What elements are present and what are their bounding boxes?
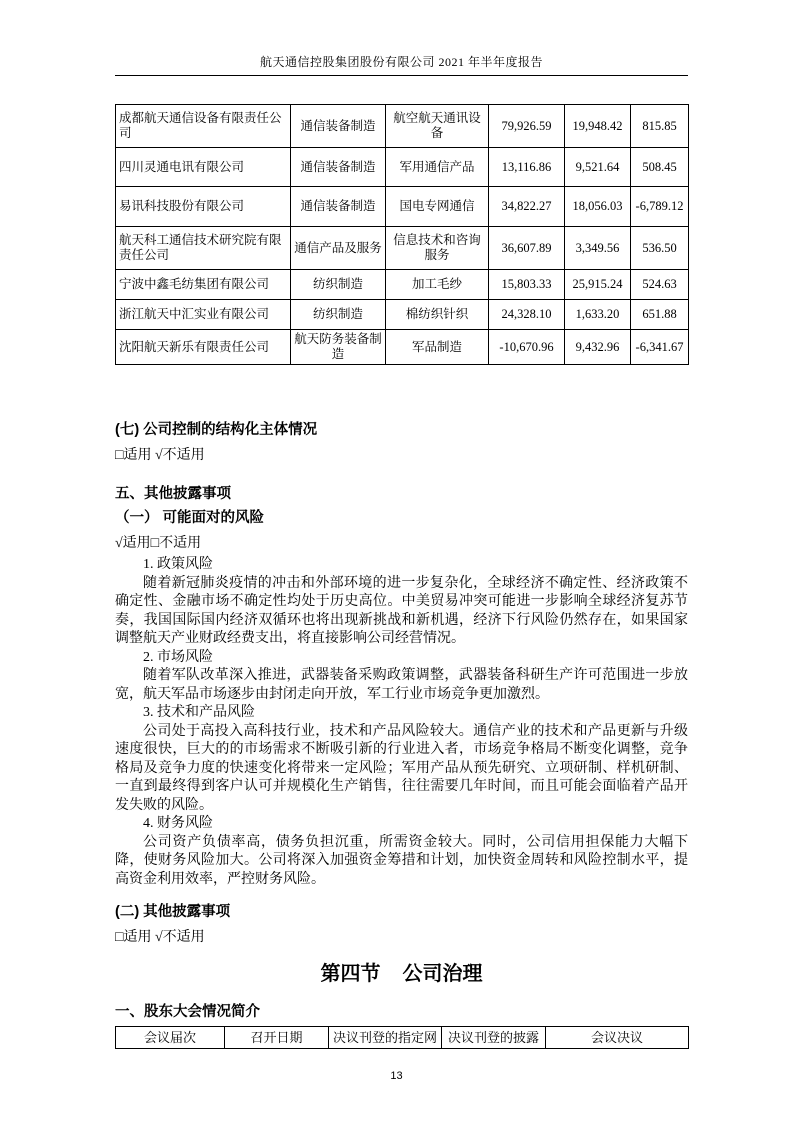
risk-item-body: 公司资产负债率高，债务负担沉重，所需资金较大。同时，公司信用担保能力大幅下降，使财务风险加大。公司将深入加强资金筹措和计划，加快资金周转和风险控制水平，提高资金利用效率，严控财务风险。 bbox=[115, 834, 688, 887]
table-row bbox=[116, 270, 689, 300]
cell-industry: 航天防务装备制造 bbox=[291, 330, 386, 365]
risk-item-body: 随着军队改革深入推进，武器装备采购政策调整，武器装备科研生产许可范围进一步放宽，航天军品市场逐步由封闭走向开放，军工行业市场竞争更加激烈。 bbox=[115, 668, 688, 702]
table-row bbox=[116, 105, 689, 148]
risk-item-body: 公司处于高投入高科技行业，技术和产品风险较大。通信产业的技术和产品更新与升级速度很快，巨大的的市场需求不断吸引新的行业进入者，市场竞争格局不断变化调整，竞争格局及竞争力度的快速变化将带来一定风险；军用产品从预先研究、立项研制、样机研制、一直到最终得到客户认可并规模化生产销售，往往需要几年时间，而且可能会面临着产品开发失败的风险。 bbox=[115, 723, 688, 813]
risk-item-title: 3. 技术和产品风险 bbox=[143, 705, 255, 720]
chapter-title bbox=[115, 959, 688, 989]
cell-products: 航空航天通讯设备 bbox=[386, 105, 489, 148]
cell-industry: 纺织制造 bbox=[291, 270, 386, 300]
cell-num3: 508.45 bbox=[631, 148, 689, 187]
cell-num1: -10,670.96 bbox=[489, 330, 565, 365]
section-heading-structured-entities: (七) 公司控制的结构化主体情况 bbox=[115, 422, 318, 438]
cell-products: 棉纺织针织 bbox=[386, 300, 489, 330]
table-row bbox=[116, 227, 689, 270]
cell-company: 宁波中鑫毛纺集团有限公司 bbox=[116, 270, 291, 300]
applicability-line: □适用 √不适用 bbox=[115, 448, 205, 463]
cell-industry: 通信装备制造 bbox=[291, 148, 386, 187]
cell-num3: 815.85 bbox=[631, 105, 689, 148]
cell-num1: 34,822.27 bbox=[489, 187, 565, 227]
cell-num2: 18,056.03 bbox=[565, 187, 631, 227]
table-header-row bbox=[116, 1027, 689, 1049]
cell-products: 军品制造 bbox=[386, 330, 489, 365]
risk-item-title: 4. 财务风险 bbox=[143, 816, 213, 831]
cell-num1: 13,116.86 bbox=[489, 148, 565, 187]
shareholder-meeting-table bbox=[115, 1026, 689, 1049]
cell-products: 军用通信产品 bbox=[386, 148, 489, 187]
section-heading-shareholder-meeting: 一、股东大会情况简介 bbox=[115, 1004, 260, 1020]
cell-company: 四川灵通电讯有限公司 bbox=[116, 148, 291, 187]
cell-company: 浙江航天中汇实业有限公司 bbox=[116, 300, 291, 330]
cell-products: 国电专网通信 bbox=[386, 187, 489, 227]
cell-num1: 79,926.59 bbox=[489, 105, 565, 148]
table-row bbox=[116, 187, 689, 227]
cell-company: 易讯科技股份有限公司 bbox=[116, 187, 291, 227]
cell-company: 航天科工通信技术研究院有限责任公司 bbox=[116, 227, 291, 270]
cell-num1: 24,328.10 bbox=[489, 300, 565, 330]
cell-num3: 536.50 bbox=[631, 227, 689, 270]
header-cell: 召开日期 bbox=[225, 1027, 329, 1049]
cell-num1: 15,803.33 bbox=[489, 270, 565, 300]
risk-item-body: 随着新冠肺炎疫情的冲击和外部环境的进一步复杂化，全球经济不确定性、经济政策不确定性、金融市场不确定性均处于历史高位。中美贸易冲突可能进一步影响全球经济复苏节奏，我国国际国内经济双循环也将出现新挑战和新机遇，经济下行风险仍然存在，如果国家调整航天产业财政经费支出，将直接影响公司经营情况。 bbox=[115, 575, 688, 646]
cell-products: 信息技术和咨询服务 bbox=[386, 227, 489, 270]
risk-item-title: 2. 市场风险 bbox=[143, 649, 213, 665]
cell-industry: 纺织制造 bbox=[291, 300, 386, 330]
chapter-number: 第四节 bbox=[320, 963, 381, 985]
table-row bbox=[116, 148, 689, 187]
cell-num3: -6,341.67 bbox=[631, 330, 689, 365]
risk-item-title: 1. 政策风险 bbox=[143, 557, 213, 572]
section-heading-other-items: (二) 其他披露事项 bbox=[115, 904, 231, 920]
header-cell: 决议刊登的指定网 bbox=[329, 1027, 442, 1049]
cell-num3: 651.88 bbox=[631, 300, 689, 330]
table-row bbox=[116, 300, 689, 330]
cell-num2: 19,948.42 bbox=[565, 105, 631, 148]
cell-company: 沈阳航天新乐有限责任公司 bbox=[116, 330, 291, 365]
cell-num2: 25,915.24 bbox=[565, 270, 631, 300]
table-row bbox=[116, 330, 689, 365]
cell-num2: 1,633.20 bbox=[565, 300, 631, 330]
subsidiaries-table bbox=[115, 104, 689, 365]
header-cell: 会议届次 bbox=[116, 1027, 225, 1049]
page-number: 13 bbox=[390, 1070, 403, 1082]
cell-num3: 524.63 bbox=[631, 270, 689, 300]
cell-num1: 36,607.89 bbox=[489, 227, 565, 270]
risk-paragraphs bbox=[115, 556, 688, 889]
header-cell: 会议决议 bbox=[546, 1027, 689, 1049]
cell-num2: 9,432.96 bbox=[565, 330, 631, 365]
cell-products: 加工毛纱 bbox=[386, 270, 489, 300]
content-column bbox=[115, 0, 688, 1049]
section-heading-other-disclosure: 五、其他披露事项 bbox=[115, 486, 231, 502]
applicability-line: □适用 √不适用 bbox=[115, 930, 205, 945]
cell-num2: 9,521.64 bbox=[565, 148, 631, 187]
cell-industry: 通信装备制造 bbox=[291, 187, 386, 227]
applicability-line: √适用□不适用 bbox=[115, 536, 202, 551]
cell-company: 成都航天通信设备有限责任公司 bbox=[116, 105, 291, 148]
document-header-title: 航天通信控股集团股份有限公司 2021 年半年度报告 bbox=[115, 54, 688, 76]
cell-industry: 通信产品及服务 bbox=[291, 227, 386, 270]
chapter-name: 公司治理 bbox=[402, 963, 483, 985]
header-cell: 决议刊登的披露 bbox=[442, 1027, 546, 1049]
section-heading-risks: （一） 可能面对的风险 bbox=[115, 510, 265, 526]
cell-num2: 3,349.56 bbox=[565, 227, 631, 270]
cell-num3: -6,789.12 bbox=[631, 187, 689, 227]
cell-industry: 通信装备制造 bbox=[291, 105, 386, 148]
